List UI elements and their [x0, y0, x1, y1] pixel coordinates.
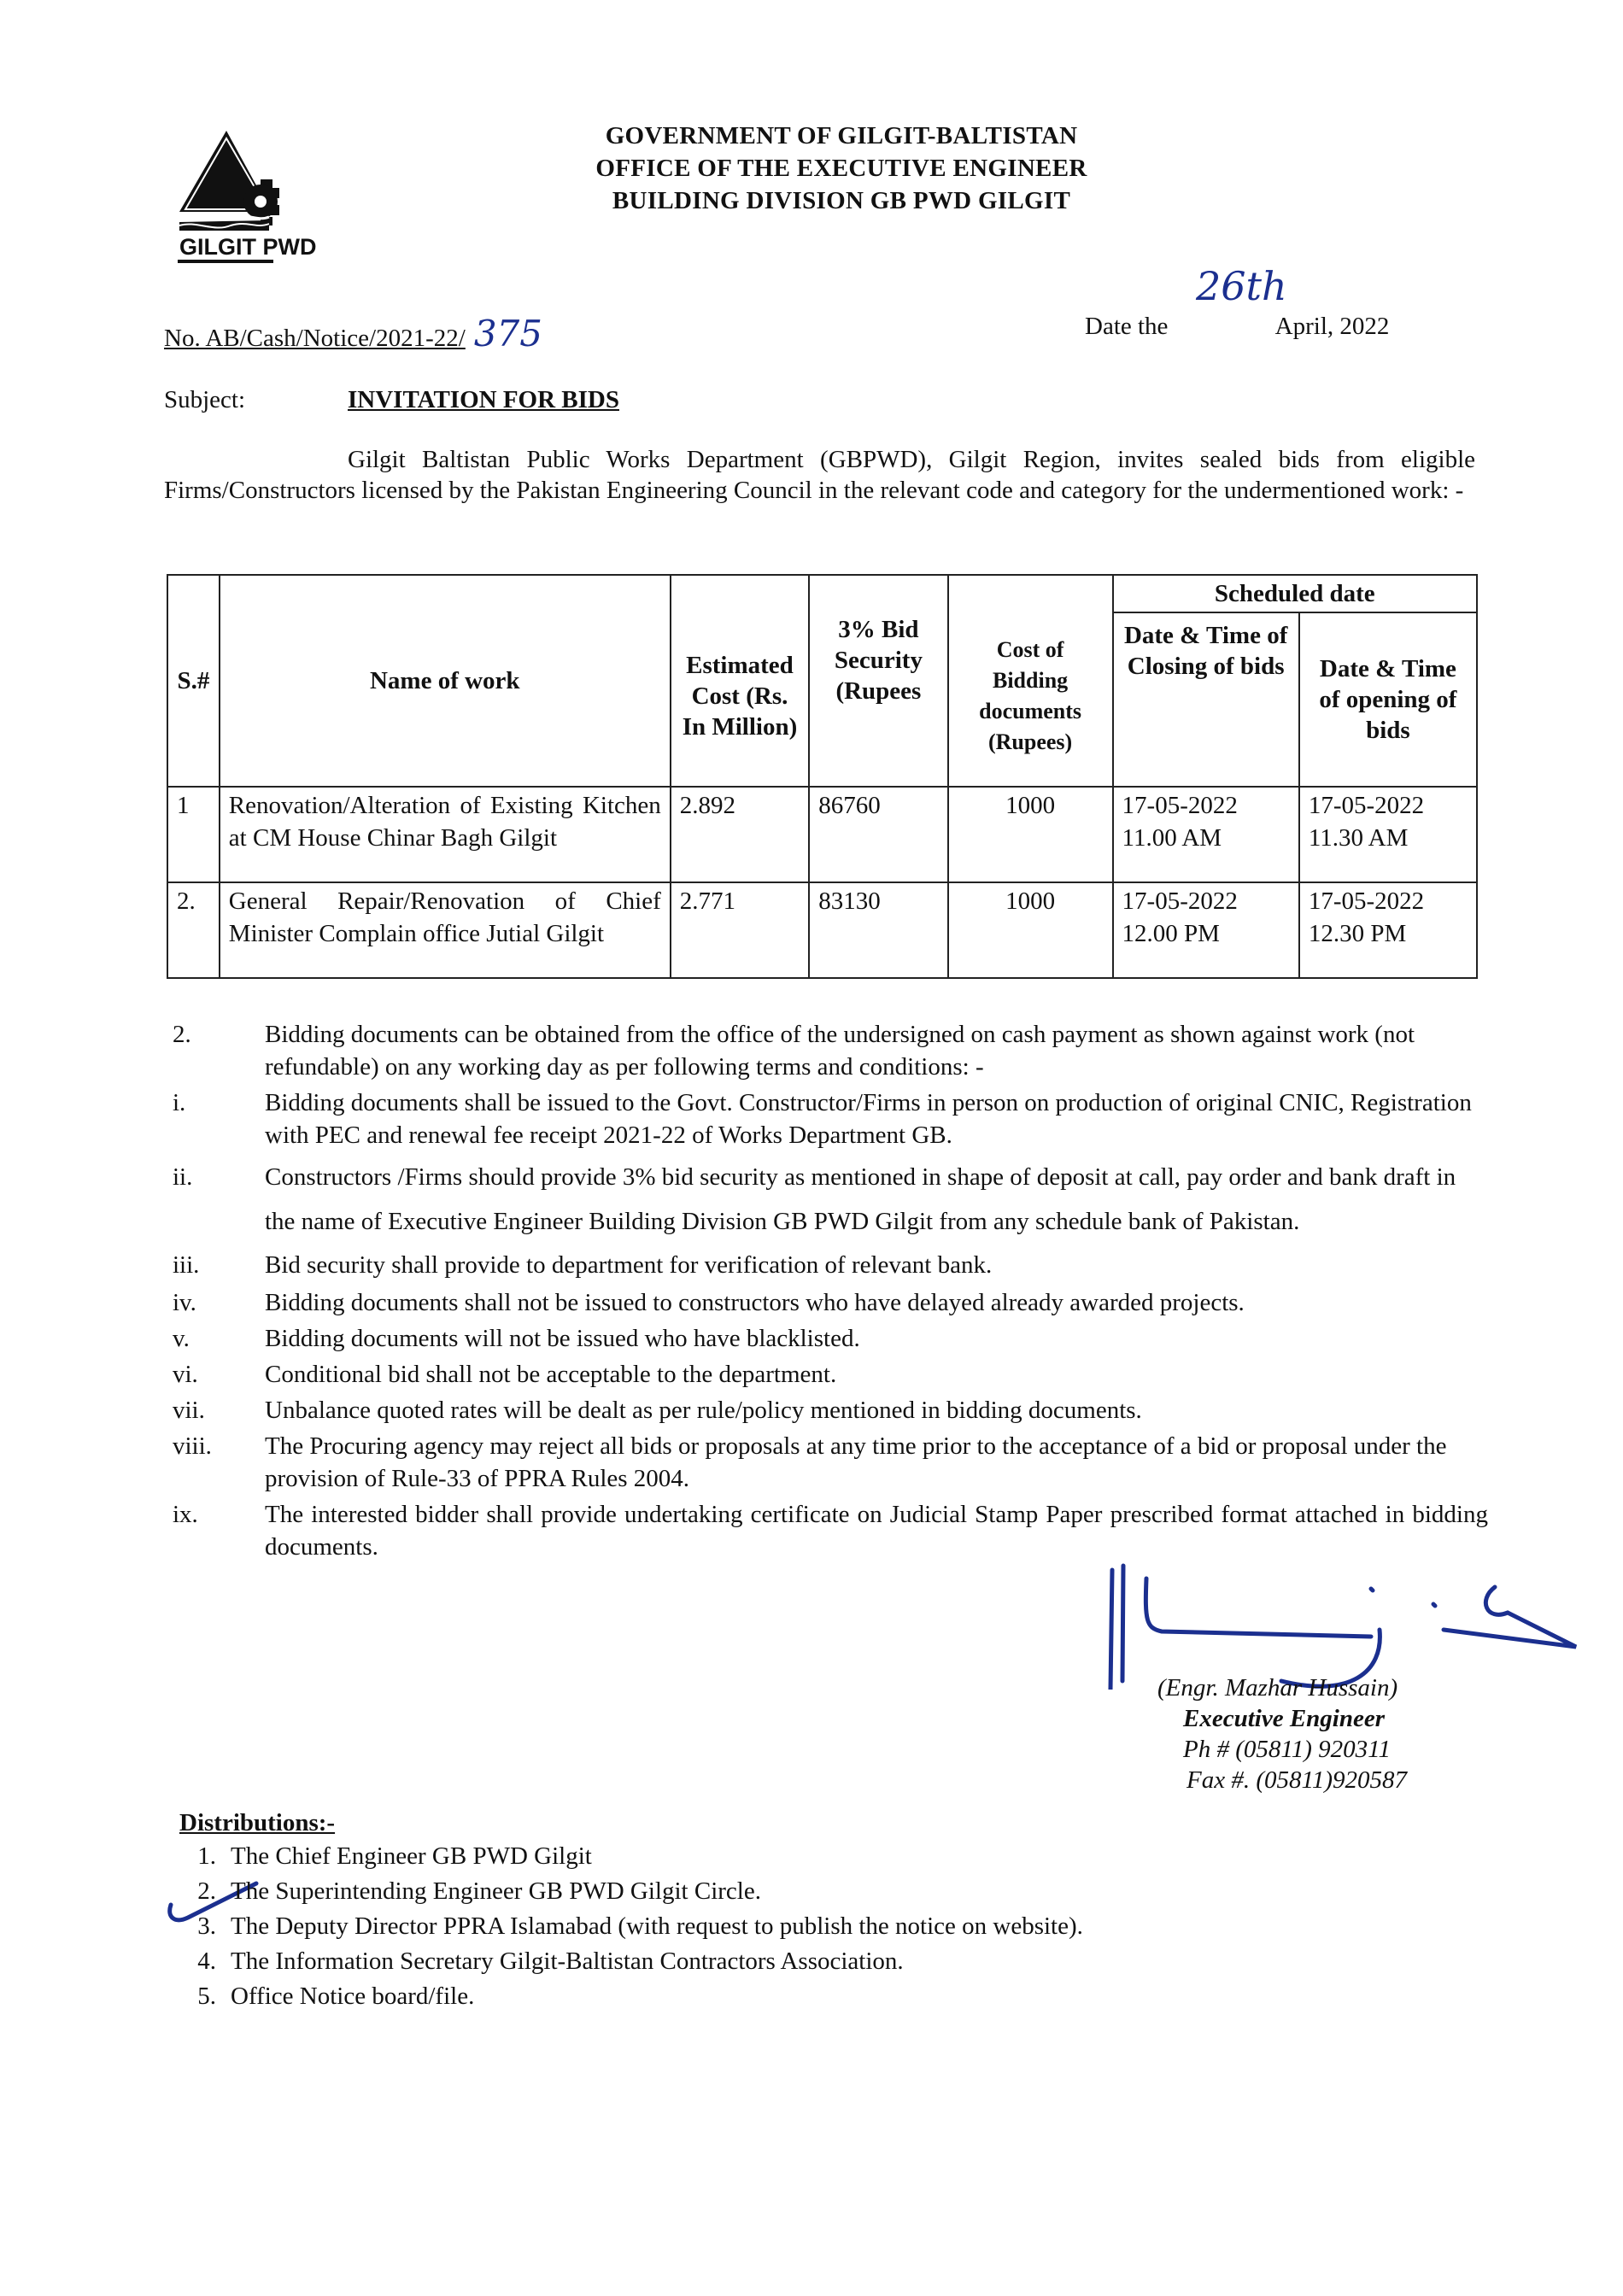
date-handwritten-day: 26th	[1196, 263, 1287, 309]
term-item: vi. Conditional bid shall not be acceptable to the department.	[173, 1361, 837, 1388]
terms-and-conditions	[164, 1018, 1488, 1567]
cell-sno: 2.	[167, 882, 220, 978]
date-label: Date the	[1085, 313, 1169, 340]
col-header-estimated-cost: Estimated Cost (Rs. In Million)	[671, 575, 809, 787]
signatory-designation: Executive Engineer	[1183, 1705, 1386, 1732]
term-item: viii. The Procuring agency may reject all bids or proposals at any time prior to the acceptance of a bid or proposal under the provision of Rule-33 of PPRA Rules 2004.	[173, 1432, 1447, 1492]
subject-title: INVITATION FOR BIDS	[348, 386, 619, 413]
distribution-item: 3. The Deputy Director PPRA Islamabad (with request to publish the notice on website).	[197, 1912, 1083, 1940]
closing-time: 12.00 PM	[1122, 920, 1220, 947]
cell-doc-cost: 1000	[948, 787, 1113, 882]
cell-bid-security: 86760	[809, 787, 947, 882]
distribution-list	[179, 1809, 1083, 2014]
cell-estimated-cost: 2.892	[671, 787, 809, 882]
signatory-block	[1157, 1672, 1516, 1795]
term-item: iv. Bidding documents shall not be issued to constructors who have delayed already awarded projects.	[173, 1289, 1245, 1316]
signatory-fax: Fax #. (05811)920587	[1186, 1766, 1407, 1794]
works-table	[167, 574, 1478, 979]
term-item: ii. Constructors /Firms should provide 3% bid security as mentioned in shape of deposit at call, pay order and bank draft in the name of Executive Engineer Building Division GB PWD Gilgit from any schedule bank of Pakistan.	[173, 1163, 1456, 1235]
letterhead-line-1: GOVERNMENT OF GILGIT-BALTISTAN	[605, 122, 1078, 149]
cell-bid-security: 83130	[809, 882, 947, 978]
term-item: i. Bidding documents shall be issued to the Govt. Constructor/Firms in person on production of original CNIC, Registration with PEC and renewal fee receipt 2021-22 of Works Department GB.	[173, 1089, 1472, 1149]
col-header-sno: S.#	[167, 575, 220, 787]
table-row	[167, 882, 1477, 978]
closing-time: 11.00 AM	[1122, 824, 1222, 852]
col-header-closing: Date & Time of Closing of bids	[1113, 612, 1299, 787]
svg-text:GILGIT PWD: GILGIT PWD	[179, 234, 317, 260]
signatory-phone: Ph # (05811) 920311	[1183, 1736, 1391, 1763]
intro-paragraph: Gilgit Baltistan Public Works Department (GBPWD), Gilgit Region, invites sealed bids from eligible Firms/Constructors licensed by the Pakistan Engineering Council in the relevant code and category for the undermentioned work: -	[164, 446, 1475, 504]
date-month-year: April, 2022	[1274, 313, 1390, 340]
col-header-name: Name of work	[220, 575, 671, 787]
cell-doc-cost: 1000	[948, 882, 1113, 978]
opening-date: 17-05-2022	[1308, 792, 1425, 819]
term-item: vii. Unbalance quoted rates will be dealt as per rule/policy mentioned in bidding documents.	[173, 1397, 1142, 1424]
col-header-scheduled-date: Scheduled date	[1113, 575, 1477, 612]
cell-estimated-cost: 2.771	[671, 882, 809, 978]
opening-time: 12.30 PM	[1308, 920, 1407, 947]
table-row	[167, 787, 1477, 882]
cell-closing	[1113, 787, 1299, 882]
issue-date	[1085, 263, 1390, 341]
col-header-doc-cost: Cost of Bidding documents (Rupees)	[948, 575, 1113, 787]
term-item: iii. Bid security shall provide to department for verification of relevant bank.	[173, 1251, 993, 1279]
distribution-item: 5. Office Notice board/file.	[197, 1983, 475, 2010]
term-item: v. Bidding documents will not be issued who have blacklisted.	[173, 1325, 860, 1352]
col-header-opening: Date & Time of opening of bids	[1299, 612, 1477, 787]
subject-line	[164, 386, 619, 414]
logo-mountain-gear-icon	[175, 126, 333, 267]
distribution-heading: Distributions:-	[179, 1809, 336, 1836]
opening-date: 17-05-2022	[1308, 887, 1425, 915]
term-item: 2. Bidding documents can be obtained from the office of the undersigned on cash payment as shown against work (not refundable) on any working day as per following terms and conditions: -	[173, 1021, 1415, 1081]
letterhead-line-2: OFFICE OF THE EXECUTIVE ENGINEER	[595, 155, 1087, 182]
reference-handwritten-number: 375	[473, 313, 542, 354]
distribution-item: 2. The Superintending Engineer GB PWD Gilgit Circle.	[197, 1877, 761, 1905]
distribution-item: 1. The Chief Engineer GB PWD Gilgit	[197, 1842, 592, 1870]
letterhead-title	[478, 120, 1204, 217]
col-header-bid-security: 3% Bid Security (Rupees	[809, 575, 947, 787]
gilgit-pwd-logo	[175, 126, 333, 267]
signatory-name: (Engr. Mazhar Hussain)	[1157, 1674, 1398, 1702]
distribution-item: 4. The Information Secretary Gilgit-Baltistan Contractors Association.	[197, 1948, 904, 1975]
reference-number	[164, 313, 542, 354]
cell-opening	[1299, 882, 1477, 978]
subject-label: Subject:	[164, 386, 246, 413]
closing-date: 17-05-2022	[1122, 887, 1238, 915]
opening-time: 11.30 AM	[1308, 824, 1409, 852]
letterhead-line-3: BUILDING DIVISION GB PWD GILGIT	[612, 187, 1071, 214]
cell-name-of-work: General Repair/Renovation of Chief Minister Complain office Jutial Gilgit	[220, 882, 671, 978]
cell-name-of-work: Renovation/Alteration of Existing Kitchen at CM House Chinar Bagh Gilgit	[220, 787, 671, 882]
cell-closing	[1113, 882, 1299, 978]
cell-sno: 1	[167, 787, 220, 882]
reference-prefix: No. AB/Cash/Notice/2021-22/	[164, 325, 466, 352]
term-item: ix. The interested bidder shall provide undertaking certificate on Judicial Stamp Paper prescribed format attached in bidding documents.	[173, 1501, 1488, 1561]
table-header-row	[167, 575, 1477, 612]
closing-date: 17-05-2022	[1122, 792, 1238, 819]
handwritten-signature-icon	[1085, 1553, 1580, 1690]
cell-opening	[1299, 787, 1477, 882]
